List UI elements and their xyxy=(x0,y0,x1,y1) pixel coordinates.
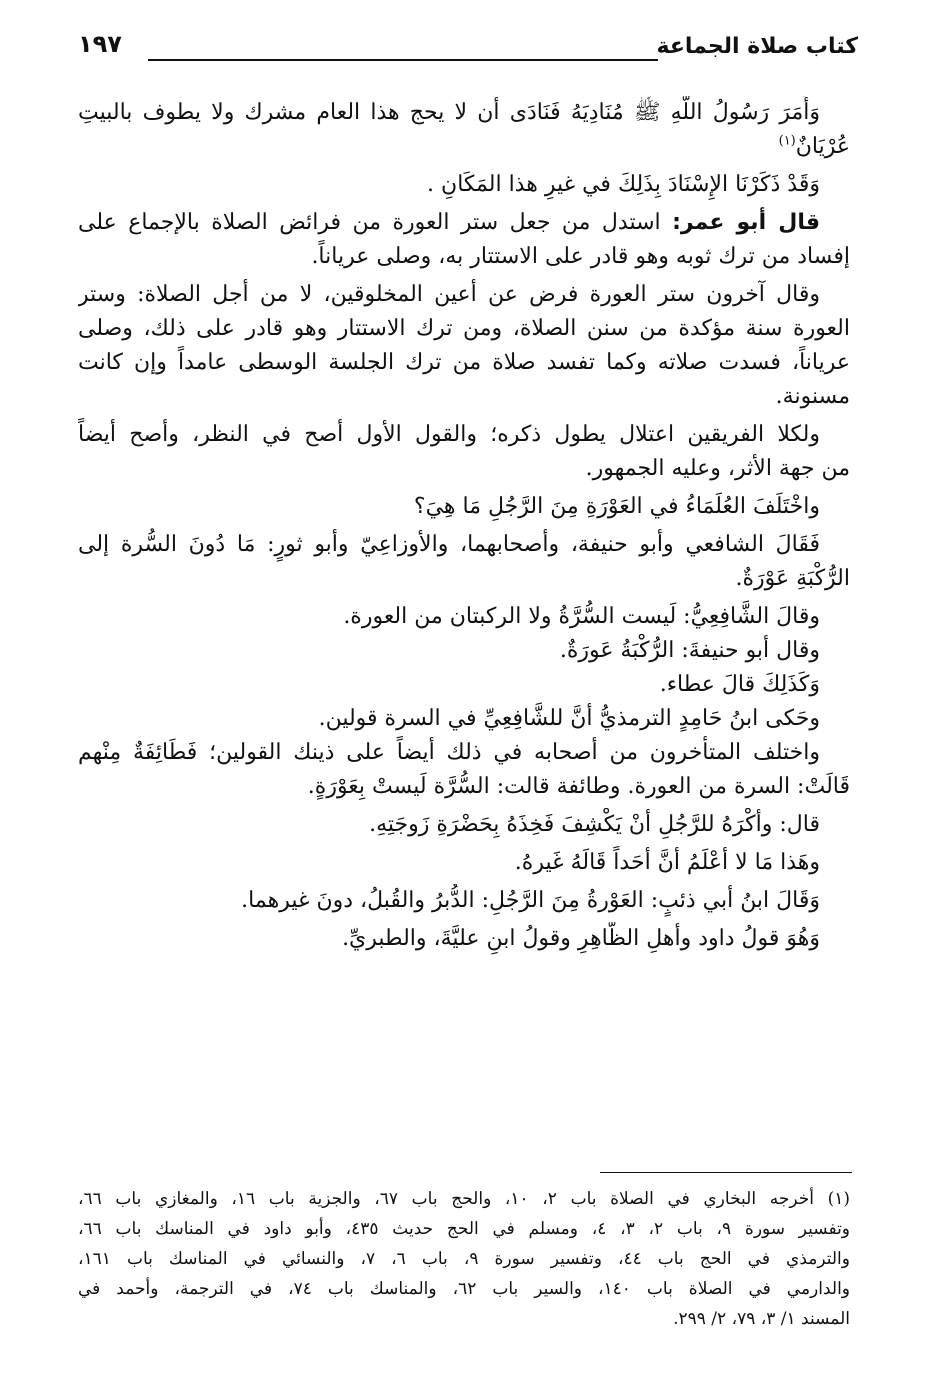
line-text: واخْتَلَفَ العُلَمَاءُ في العَوْرَةِ مِنَ الرَّجُلِ مَا هِيَ؟ xyxy=(413,494,820,519)
text-line xyxy=(78,96,850,130)
line-text: وقال أبو حنيفةَ: الرُّكْبَةُ عَورَةٌ. xyxy=(559,638,820,663)
text-line xyxy=(78,846,850,880)
footnotes xyxy=(78,1184,850,1334)
line-text: قَالَتْ: السرة من العورة. وطائفة قالت: السُّرَّة لَيستْ بِعَوْرَةٍ. xyxy=(307,774,850,799)
line-text: وَهُوَ قولُ داود وأهلِ الظَّاهِرِ وقولُ ابنِ عليَّةَ، والطبريِّ. xyxy=(342,926,820,951)
footnote-line: والترمذي في الحج باب ٤٤، وتفسير سورة ٩، باب ٦، ٧، والنسائي في المناسك باب ١٦١، xyxy=(78,1249,850,1269)
text-line xyxy=(78,884,850,918)
text-line xyxy=(78,380,850,414)
text-line xyxy=(78,206,850,240)
line-text: عُرْيَانٌ xyxy=(795,134,850,159)
footnote-line: وتفسير سورة ٩، باب ٢، ٣، ٤، ومسلم في الحج حديث ٤٣٥، وأبو داود في المناسك باب ٦٦، xyxy=(78,1219,850,1239)
text-line xyxy=(78,452,850,486)
text-line xyxy=(78,562,850,596)
line-text: مسنونة. xyxy=(775,384,850,409)
line-text: وَكَذَلِكَ قالَ عطاء. xyxy=(659,672,820,697)
footnote-line: والدارمي في الصلاة باب ١٤٠، والسير باب ٦٢، والمناسك باب ٧٤، في الترجمة، وأحمد في xyxy=(78,1279,850,1299)
header-rule xyxy=(148,59,658,61)
text-line xyxy=(78,702,850,736)
page-header xyxy=(78,28,858,72)
footnote-line: (١) أخرجه البخاري في الصلاة باب ٢، ١٠، والحج باب ٦٧، والجزية باب ١٦، والمغازي باب ٦٦، xyxy=(78,1189,850,1209)
line-text: ولكلا الفريقين اعتلال يطول ذكره؛ والقول الأول أصح في النظر، وأصح أيضاً xyxy=(78,422,820,447)
footnote-ref: (١) xyxy=(778,133,796,149)
line-text: وهَذا مَا لا أعْلَمُ أنَّ أحَداً قَالَهُ غَيرهُ. xyxy=(514,850,820,875)
footnote-line: المسند ١/ ٣، ٧٩، ٢/ ٢٩٩. xyxy=(673,1309,850,1329)
line-text: واختلف المتأخرون من أصحابه في ذلك أيضاً على ذينك القولين؛ فَطَائِفَةٌ مِنْهم xyxy=(78,740,820,765)
footnote-separator xyxy=(600,1172,852,1173)
text-line xyxy=(78,668,850,702)
text-line xyxy=(78,240,850,274)
text-line xyxy=(78,312,850,346)
text-line xyxy=(78,634,850,668)
line-text: وَقَدْ ذَكَرْنَا الإِسْنَادَ بِذَلِكَ في غيرِ هذا المَكَانِ . xyxy=(427,172,820,197)
running-title: كتاب صلاة الجماعة xyxy=(656,34,858,59)
text-line xyxy=(78,490,850,524)
line-text: استدل من جعل ستر العورة من فرائض الصلاة بالإجماع على xyxy=(78,210,673,235)
line-text: وحَكى ابنُ حَامِدٍ الترمذيُّ أنَّ للشَّافِعِيِّ في السرة قولين. xyxy=(318,706,820,731)
text-line xyxy=(78,808,850,842)
line-text: وَقَالَ ابنُ أبي ذئبٍ: العَوْرةُ مِنَ الرَّجُلِ: الدُّبرُ والقُبلُ، دونَ غيرهما. xyxy=(241,888,820,913)
line-text: فَقَالَ الشافعي وأبو حنيفة، وأصحابهما، والأوزاعِيّ وأبو ثورٍ: مَا دُونَ السُّرة إلى xyxy=(78,532,820,557)
text-line xyxy=(78,600,850,634)
line-text: قال: وأكْرَهُ للرَّجُلِ أنْ يَكْشِفَ فَخِذَهُ بِحَضْرَةِ زَوجَتِهِ. xyxy=(369,812,820,837)
line-text: وقال آخرون ستر العورة فرض عن أعين المخلوقين، لا من أجل الصلاة: وستر xyxy=(78,282,820,307)
text-line xyxy=(78,770,850,804)
line-text: عرياناً، فسدت صلاته وكما تفسد صلاة من ترك الجلسة الوسطى عامداً وإن كانت xyxy=(78,350,850,375)
line-text: الرُّكْبَةِ عَوْرَةٌ. xyxy=(735,566,850,591)
text-line xyxy=(78,278,850,312)
main-text xyxy=(78,96,850,956)
text-line xyxy=(78,346,850,380)
text-line xyxy=(78,130,850,164)
line-text: وَأَمَرَ رَسُولُ اللَّهِ ﷺ مُنَادِيَهُ فَنَادَى أن لا يحج هذا العام مشرك ولا يطوف بالبيتِ xyxy=(78,100,820,125)
line-text: إفساد من ترك ثوبه وهو قادر على الاستتار به، وصلى عرياناً. xyxy=(311,244,850,269)
text-line xyxy=(78,528,850,562)
line-text: العورة سنة مؤكدة من سنن الصلاة، ومن ترك الاستتار وهو قادر على ذلك، وصلى xyxy=(78,316,850,341)
line-text: وقالَ الشَّافِعِيُّ: لَيست السُّرَّةُ ولا الركبتان من العورة. xyxy=(343,604,820,629)
line-text: من جهة الأثر، وعليه الجمهور. xyxy=(585,456,850,481)
text-line xyxy=(78,736,850,770)
text-line xyxy=(78,168,850,202)
text-line xyxy=(78,418,850,452)
text-line xyxy=(78,922,850,956)
speaker-label: قال أبو عمر: xyxy=(672,210,820,235)
page-number: ١٩٧ xyxy=(78,30,122,58)
